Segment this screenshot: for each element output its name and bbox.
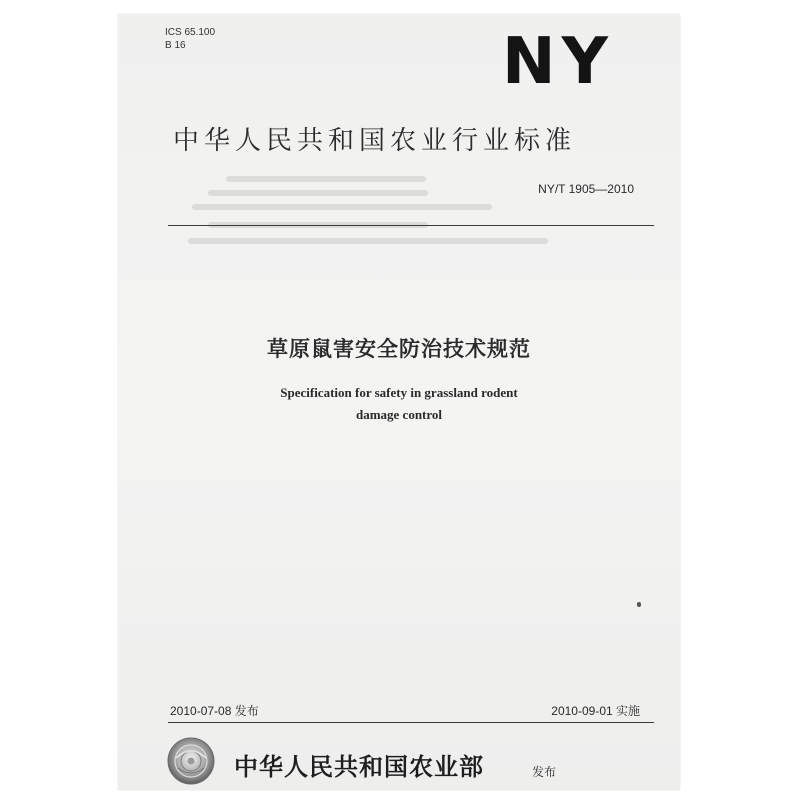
standard-number: NY/T 1905—2010: [538, 182, 634, 196]
implementation-date: 2010-09-01 实施: [551, 704, 640, 718]
bleed-through-text: [188, 172, 568, 252]
anti-counterfeit-hologram-icon: [166, 736, 216, 786]
ny-logo: NY: [502, 25, 614, 99]
header-rule: [168, 225, 654, 226]
publish-label: 发布: [532, 765, 557, 779]
bleed-line: [208, 190, 428, 196]
bleed-line: [192, 204, 492, 210]
publisher-name: 中华人民共和国农业部: [234, 753, 484, 781]
standard-type-heading: 中华人民共和国农业行业标准: [173, 126, 577, 156]
ics-code: ICS 65.100: [165, 27, 216, 38]
standard-cover-page: [118, 14, 680, 790]
title-english-line2: damage control: [355, 407, 443, 422]
title-chinese: 草原鼠害安全防治技术规范: [267, 337, 531, 361]
paper-speck: [637, 602, 641, 607]
ccs-code: B 16: [165, 40, 186, 51]
title-english-line1: Specification for safety in grassland rodent: [280, 385, 518, 400]
footer-rule: [168, 722, 654, 723]
bleed-line: [226, 176, 426, 182]
bleed-line: [188, 238, 548, 244]
issue-date: 2010-07-08 发布: [170, 704, 259, 718]
